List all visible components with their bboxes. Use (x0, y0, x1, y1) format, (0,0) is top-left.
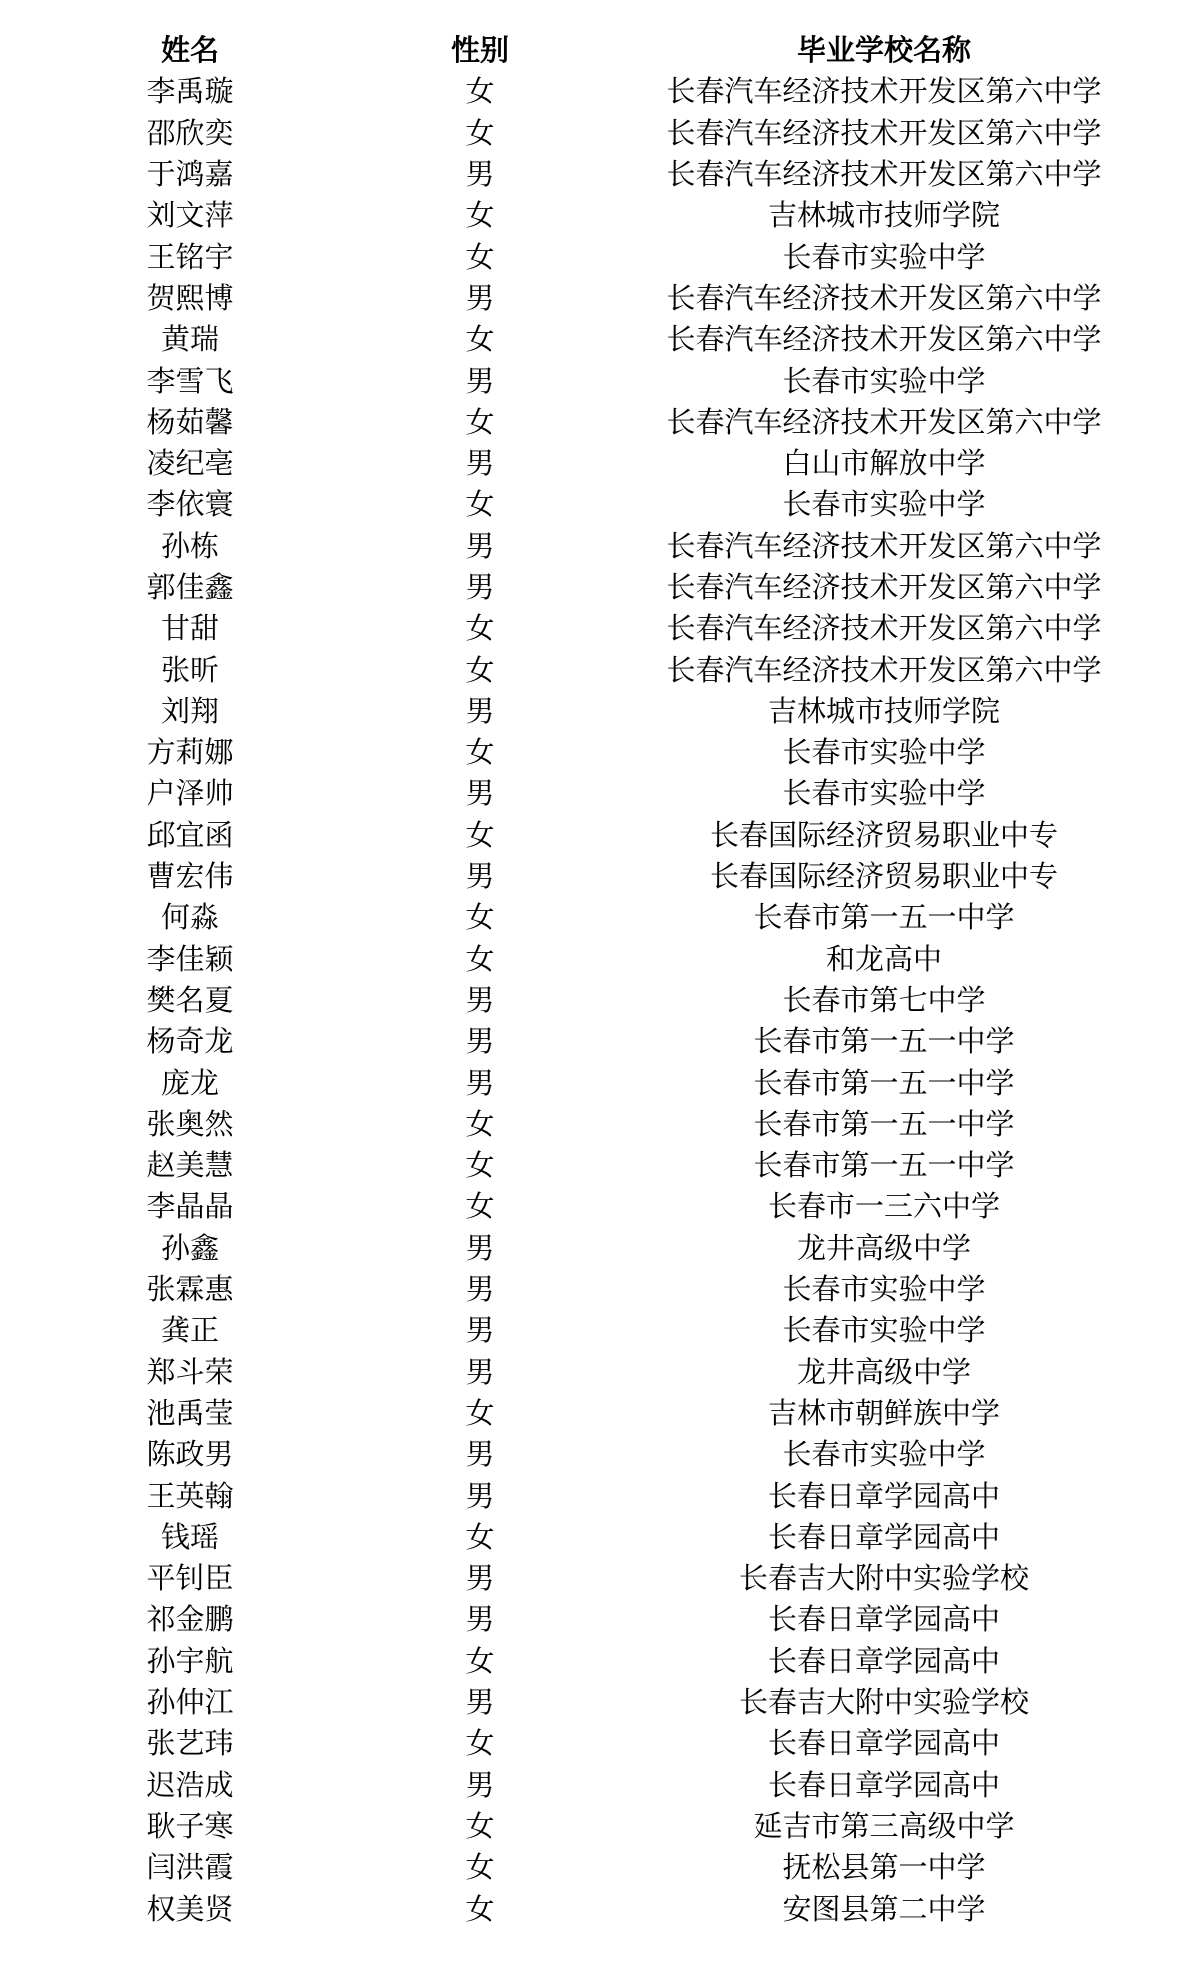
cell-gender: 男 (465, 1767, 495, 1802)
cell-name: 李晶晶 (146, 1189, 234, 1224)
table-row (0, 691, 1188, 732)
cell-name: 张奥然 (146, 1106, 234, 1141)
cell-name: 邱宜函 (146, 817, 234, 852)
cell-school: 长春市第一五一中学 (753, 1065, 1015, 1100)
cell-gender: 男 (465, 1024, 495, 1059)
cell-name: 方莉娜 (146, 735, 234, 770)
cell-name: 孙仲江 (146, 1685, 234, 1720)
cell-school: 延吉市第三高级中学 (753, 1808, 1015, 1843)
cell-name: 赵美慧 (146, 1148, 234, 1183)
table-row (0, 484, 1188, 525)
cell-name: 李雪飞 (146, 363, 234, 398)
cell-school: 长春市实验中学 (782, 239, 986, 274)
cell-school: 吉林城市技师学院 (767, 693, 1000, 728)
cell-school: 长春汽车经济技术开发区第六中学 (666, 115, 1102, 150)
cell-school: 长春汽车经济技术开发区第六中学 (666, 570, 1102, 604)
cell-name: 闫洪霞 (146, 1850, 234, 1885)
cell-name: 刘翔 (160, 693, 219, 728)
table-row (0, 1888, 1188, 1929)
table-row (0, 1145, 1188, 1186)
table-body (0, 71, 1188, 1929)
cell-school: 长春市第一五一中学 (753, 1148, 1015, 1183)
table-row (0, 1104, 1188, 1145)
table-row (0, 278, 1188, 319)
cell-gender: 女 (465, 735, 495, 770)
cell-name: 邵欣奕 (146, 115, 234, 150)
cell-name: 李禹璇 (146, 74, 234, 109)
cell-school: 长春市实验中学 (782, 1272, 986, 1307)
cell-gender: 男 (465, 280, 495, 315)
cell-school: 龙井高级中学 (796, 1354, 971, 1389)
cell-gender: 男 (465, 157, 495, 192)
table-row (0, 1021, 1188, 1062)
table-row (0, 773, 1188, 814)
header-school: 毕业学校名称 (796, 33, 971, 68)
table-row (0, 1310, 1188, 1351)
table-row (0, 154, 1188, 195)
cell-school: 长春市实验中学 (782, 1437, 986, 1472)
cell-name: 李依寰 (146, 487, 234, 522)
cell-school: 抚松县第一中学 (782, 1850, 986, 1885)
cell-gender: 男 (465, 982, 495, 1017)
cell-gender: 男 (465, 859, 495, 894)
cell-gender: 女 (465, 1395, 495, 1430)
cell-name: 曹宏伟 (146, 859, 234, 894)
cell-school: 吉林城市技师学院 (767, 198, 1000, 233)
cell-gender: 男 (465, 693, 495, 728)
cell-gender: 女 (465, 404, 495, 439)
cell-name: 甘甜 (160, 611, 219, 646)
header-gender: 性别 (450, 33, 509, 68)
table-row (0, 1723, 1188, 1764)
table-row (0, 1764, 1188, 1805)
cell-gender: 女 (465, 611, 495, 646)
cell-name: 黄瑞 (160, 322, 219, 357)
cell-gender: 女 (465, 198, 495, 233)
cell-school: 白山市解放中学 (782, 446, 986, 481)
cell-name: 何淼 (160, 900, 219, 935)
cell-name: 李佳颖 (146, 941, 234, 976)
cell-school: 长春国际经济贸易职业中专 (709, 817, 1058, 852)
table-row (0, 567, 1188, 608)
cell-gender: 男 (465, 446, 495, 481)
cell-gender: 女 (465, 1148, 495, 1183)
cell-gender: 女 (465, 941, 495, 976)
cell-gender: 男 (465, 363, 495, 398)
cell-gender: 女 (465, 487, 495, 522)
cell-gender: 女 (465, 817, 495, 852)
table-row (0, 815, 1188, 856)
cell-school: 长春日章学园高中 (767, 1643, 1000, 1678)
cell-name: 郑斗荣 (146, 1354, 234, 1389)
cell-school: 长春国际经济贸易职业中专 (709, 859, 1058, 894)
table-row (0, 1269, 1188, 1310)
table-row (0, 319, 1188, 360)
cell-gender: 女 (465, 1189, 495, 1224)
table-row (0, 1806, 1188, 1847)
cell-school: 长春吉大附中实验学校 (738, 1561, 1029, 1596)
cell-name: 龚正 (160, 1313, 219, 1348)
cell-school: 长春市实验中学 (782, 363, 986, 398)
cell-name: 平钊臣 (146, 1561, 234, 1596)
table-row (0, 608, 1188, 649)
cell-school: 长春市第一五一中学 (753, 900, 1015, 935)
cell-school: 长春汽车经济技术开发区第六中学 (666, 157, 1102, 192)
table-row (0, 71, 1188, 112)
header-name: 姓名 (160, 33, 219, 68)
cell-name: 祁金鹏 (146, 1602, 234, 1637)
cell-name: 张昕 (160, 652, 219, 687)
cell-gender: 女 (465, 1850, 495, 1885)
cell-school: 长春日章学园高中 (767, 1726, 1000, 1761)
cell-school: 长春市实验中学 (782, 776, 986, 811)
table-row (0, 939, 1188, 980)
table-row (0, 1393, 1188, 1434)
table-row (0, 1641, 1188, 1682)
table-row (0, 1352, 1188, 1393)
table-row (0, 1558, 1188, 1599)
cell-school: 长春市实验中学 (782, 487, 986, 522)
cell-name: 张霖惠 (146, 1272, 234, 1307)
cell-school: 长春市实验中学 (782, 1313, 986, 1348)
cell-name: 贺熙博 (146, 280, 234, 315)
cell-name: 郭佳鑫 (146, 570, 234, 604)
cell-school: 长春市实验中学 (782, 735, 986, 770)
table-row (0, 1062, 1188, 1103)
table-row (0, 980, 1188, 1021)
cell-name: 孙宇航 (146, 1643, 234, 1678)
cell-name: 樊名夏 (146, 982, 234, 1017)
cell-gender: 男 (465, 1685, 495, 1720)
cell-name: 耿子寒 (146, 1808, 234, 1843)
cell-name: 杨茹馨 (146, 404, 234, 439)
table-row (0, 1434, 1188, 1475)
cell-gender: 男 (465, 1313, 495, 1348)
cell-school: 吉林市朝鲜族中学 (767, 1395, 1000, 1430)
cell-school: 和龙高中 (825, 941, 942, 976)
cell-gender: 男 (465, 1065, 495, 1100)
cell-school: 长春汽车经济技术开发区第六中学 (666, 322, 1102, 357)
cell-school: 龙井高级中学 (796, 1230, 971, 1265)
table-row (0, 360, 1188, 401)
cell-gender: 女 (465, 1726, 495, 1761)
cell-gender: 女 (465, 239, 495, 274)
cell-gender: 男 (465, 528, 495, 563)
cell-school: 长春市第七中学 (782, 982, 986, 1017)
cell-name: 孙鑫 (160, 1230, 219, 1265)
table-row (0, 1599, 1188, 1640)
cell-gender: 女 (465, 74, 495, 109)
cell-school: 长春日章学园高中 (767, 1767, 1000, 1802)
cell-gender: 男 (465, 1272, 495, 1307)
cell-name: 户泽帅 (146, 776, 234, 811)
cell-school: 长春市第一五一中学 (753, 1106, 1015, 1141)
table-row (0, 1186, 1188, 1227)
cell-name: 凌纪亳 (146, 446, 234, 481)
cell-name: 孙栋 (160, 528, 219, 563)
cell-school: 安图县第二中学 (782, 1891, 986, 1926)
table-row (0, 236, 1188, 277)
cell-name: 权美贤 (146, 1891, 234, 1926)
cell-name: 池禹莹 (146, 1395, 234, 1430)
table-row (0, 856, 1188, 897)
cell-gender: 女 (465, 1643, 495, 1678)
cell-name: 庞龙 (160, 1065, 219, 1100)
cell-school: 长春日章学园高中 (767, 1602, 1000, 1637)
cell-gender: 男 (465, 1478, 495, 1513)
cell-gender: 女 (465, 115, 495, 150)
cell-gender: 男 (465, 1437, 495, 1472)
cell-name: 钱瑶 (160, 1519, 219, 1554)
table-row (0, 1682, 1188, 1723)
cell-gender: 男 (465, 776, 495, 811)
student-table (0, 30, 1188, 1930)
cell-gender: 女 (465, 1106, 495, 1141)
table-row (0, 1228, 1188, 1269)
table-row (0, 1475, 1188, 1516)
cell-name: 迟浩成 (146, 1767, 234, 1802)
cell-school: 长春日章学园高中 (767, 1478, 1000, 1513)
table-row (0, 195, 1188, 236)
cell-name: 张艺玮 (146, 1726, 234, 1761)
cell-gender: 男 (465, 1602, 495, 1637)
cell-school: 长春日章学园高中 (767, 1519, 1000, 1554)
cell-gender: 男 (465, 570, 495, 604)
cell-gender: 女 (465, 900, 495, 935)
table-row (0, 1847, 1188, 1888)
cell-gender: 男 (465, 1561, 495, 1596)
table-header-row (0, 30, 1188, 71)
cell-gender: 女 (465, 652, 495, 687)
cell-name: 杨奇龙 (146, 1024, 234, 1059)
cell-name: 王铭宇 (146, 239, 234, 274)
cell-school: 长春汽车经济技术开发区第六中学 (666, 404, 1102, 439)
table-row (0, 113, 1188, 154)
table-row (0, 1517, 1188, 1558)
table-row (0, 526, 1188, 567)
table-row (0, 443, 1188, 484)
cell-school: 长春汽车经济技术开发区第六中学 (666, 74, 1102, 109)
table-row (0, 897, 1188, 938)
cell-gender: 女 (465, 322, 495, 357)
table-row (0, 732, 1188, 773)
cell-school: 长春市第一五一中学 (753, 1024, 1015, 1059)
cell-school: 长春汽车经济技术开发区第六中学 (666, 611, 1102, 646)
table-row (0, 649, 1188, 690)
cell-school: 长春汽车经济技术开发区第六中学 (666, 652, 1102, 687)
cell-name: 王英翰 (146, 1478, 234, 1513)
cell-gender: 女 (465, 1808, 495, 1843)
cell-gender: 女 (465, 1891, 495, 1926)
table-row (0, 402, 1188, 443)
cell-gender: 男 (465, 1230, 495, 1265)
cell-name: 刘文萍 (146, 198, 234, 233)
cell-gender: 女 (465, 1519, 495, 1554)
cell-school: 长春汽车经济技术开发区第六中学 (666, 528, 1102, 563)
cell-school: 长春市一三六中学 (767, 1189, 1000, 1224)
cell-school: 长春汽车经济技术开发区第六中学 (666, 280, 1102, 315)
cell-name: 于鸿嘉 (146, 157, 234, 192)
cell-name: 陈政男 (146, 1437, 234, 1472)
cell-gender: 男 (465, 1354, 495, 1389)
cell-school: 长春吉大附中实验学校 (738, 1685, 1029, 1720)
